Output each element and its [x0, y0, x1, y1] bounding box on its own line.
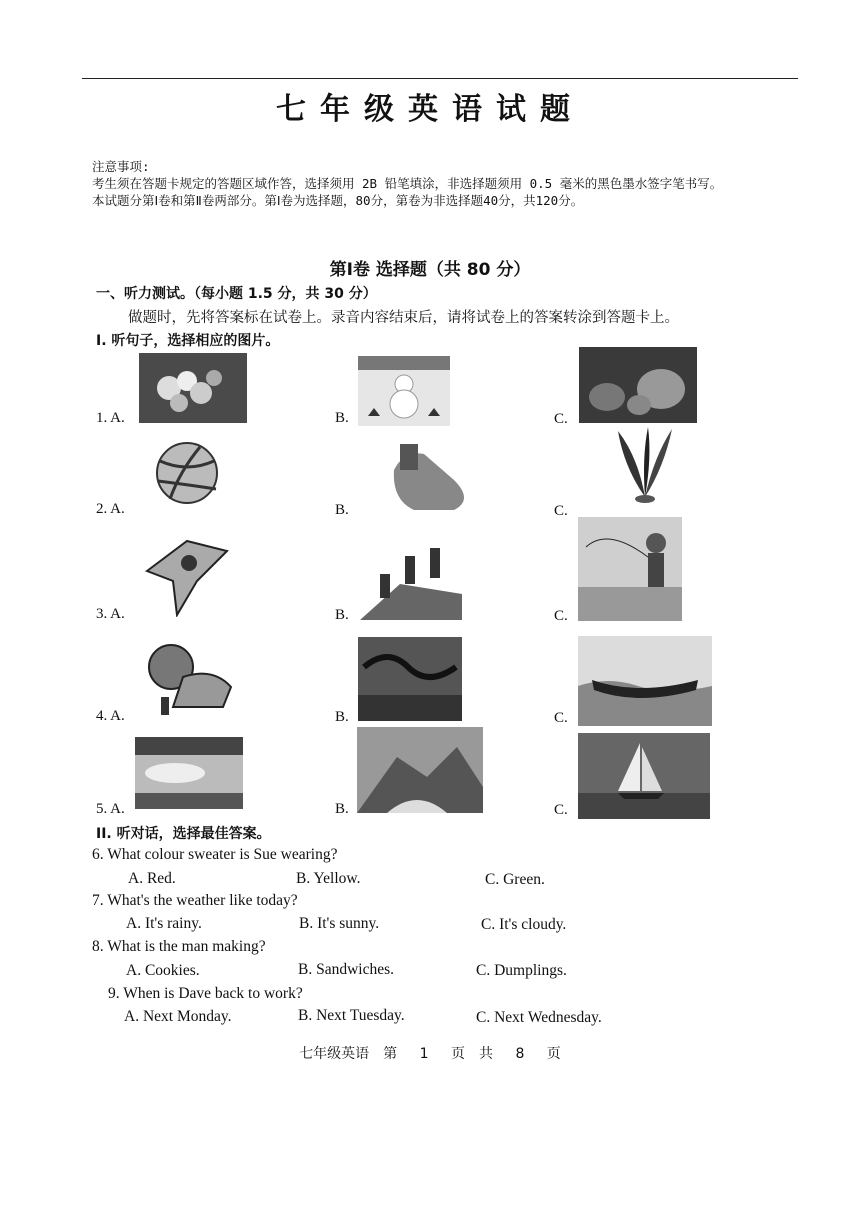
q7-option-a: A. It's rainy. [126, 915, 202, 932]
question-7: 7. What's the weather like today? [92, 892, 298, 909]
fishing-boy-photo [578, 517, 682, 621]
lion-dance-photo [143, 637, 235, 717]
question-9: 9. When is Dave back to work? [108, 985, 303, 1002]
row-1-c-label: C. [554, 411, 568, 427]
page-title: 七年级英语试题 [276, 92, 584, 127]
pumpkins-photo [579, 347, 697, 423]
row-2-b-label: B. [335, 502, 349, 518]
q9-option-a: A. Next Monday. [124, 1008, 232, 1025]
q8-option-a: A. Cookies. [126, 962, 200, 979]
notes-line-2: 本试题分第Ⅰ卷和第Ⅱ卷两部分。第Ⅰ卷为选择题，80分，第卷为非选择题40分，共120分。 [92, 193, 584, 208]
row-2-c-label: C. [554, 503, 568, 519]
q6-option-c: C. Green. [485, 871, 545, 888]
q7-option-c: C. It's cloudy. [481, 916, 567, 933]
mountain-photo [357, 727, 483, 813]
row-5-label: 5. A. [96, 801, 125, 817]
q9-option-b: B. Next Tuesday. [298, 1007, 405, 1024]
row-5-c-label: C. [554, 802, 568, 818]
row-2-label: 2. A. [96, 501, 125, 517]
sailboat-photo [578, 733, 710, 819]
row-5-b-label: B. [335, 801, 349, 817]
row-1-label: 1. A. [96, 410, 125, 426]
top-rule [82, 78, 798, 79]
row-1-b-label: B. [335, 410, 349, 426]
flowers-photo [139, 353, 247, 423]
q7-option-b: B. It's sunny. [299, 915, 380, 932]
snowman-photo [358, 356, 450, 426]
notes-heading: 注意事项: [92, 159, 150, 174]
q6-option-a: A. Red. [128, 870, 176, 887]
q9-option-c: C. Next Wednesday. [476, 1009, 602, 1026]
row-4-b-label: B. [335, 709, 349, 725]
sub-heading-I: I. 听句子，选择相应的图片。 [96, 333, 280, 349]
instructions: 做题时，先将答案标在试卷上。录音内容结束后，请将试卷上的答案转涂到答题卡上。 [128, 310, 679, 326]
hikers-photo [360, 534, 462, 620]
row-3-c-label: C. [554, 608, 568, 624]
q8-option-b: B. Sandwiches. [298, 961, 395, 978]
notes-block [92, 158, 772, 209]
notes-line-1: 考生须在答题卡规定的答题区域作答，选择须用 2B 铅笔填涂，非选择题须用 0.5 毫米的黑色墨水签字笔书写。 [92, 176, 723, 191]
q8-option-c: C. Dumplings. [476, 962, 567, 979]
part-heading: 一、听力测试。（每小题 1.5 分，共 30 分） [96, 286, 377, 302]
q6-option-b: B. Yellow. [296, 870, 361, 887]
row-4-c-label: C. [554, 710, 568, 726]
page-footer: 七年级英语 第 1 页 共 8 页 [299, 1046, 561, 1062]
kite-photo [137, 531, 237, 617]
sea-clouds-photo [135, 737, 243, 809]
question-6: 6. What colour sweater is Sue wearing? [92, 846, 338, 863]
sub-heading-II: II. 听对话，选择最佳答案。 [96, 826, 271, 842]
row-3-b-label: B. [335, 607, 349, 623]
section-heading: 第Ⅰ卷 选择题（共 80 分） [329, 260, 531, 280]
hand-grip-photo [384, 440, 478, 516]
row-4-label: 4. A. [96, 708, 125, 724]
dragon-dance-photo [358, 637, 462, 721]
dragon-boat-photo [578, 636, 712, 726]
question-8: 8. What is the man making? [92, 938, 266, 955]
volleyball-photo [150, 441, 225, 505]
row-3-label: 3. A. [96, 606, 125, 622]
feathers-photo [614, 427, 676, 505]
